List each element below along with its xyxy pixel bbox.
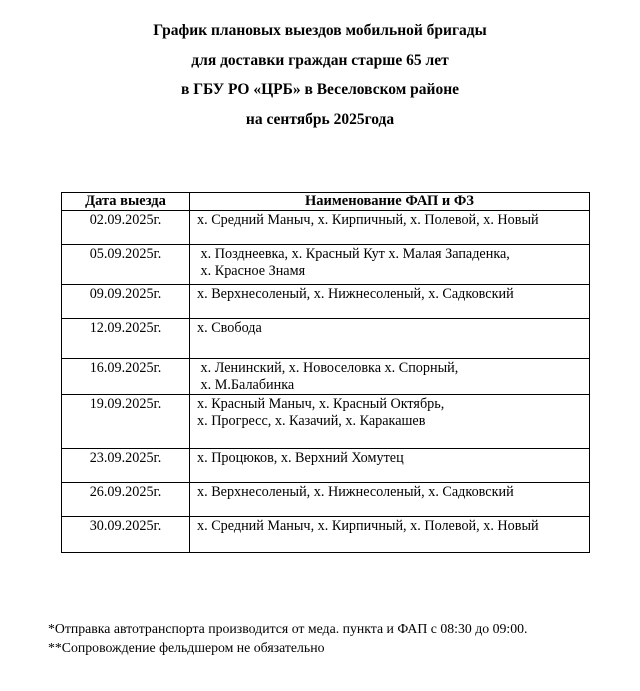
row-places: [190, 245, 590, 285]
title-line-3: в ГБУ РО «ЦРБ» в Веселовском районе: [180, 81, 460, 98]
footnotes: [48, 619, 528, 657]
row-places: [190, 285, 590, 319]
place-line: х. Свобода: [197, 320, 262, 336]
header-place: Наименование ФАП и ФЗ: [190, 193, 590, 211]
note-escort: **Сопровождение фельдшером не обязательно: [48, 640, 325, 655]
place-line: х. Ленинский, х. Новоселовка х. Спорный,: [197, 360, 459, 376]
row-date: 05.09.2025г.: [62, 245, 190, 285]
row-date: 12.09.2025г.: [62, 319, 190, 359]
place-line: х. Красный Маныч, х. Красный Октябрь,: [197, 396, 445, 412]
place-line: х. Верхнесоленый, х. Нижнесоленый, х. Садковский: [197, 484, 514, 500]
place-line: х. Прогресс, х. Казачий, х. Каракашев: [197, 413, 426, 429]
place-line: х. Средний Маныч, х. Кирпичный, х. Полевой, х. Новый: [197, 518, 539, 534]
place-line: х. Процюков, х. Верхний Хомутец: [197, 450, 404, 466]
row-places: [190, 449, 590, 483]
place-line: х. Позднеевка, х. Красный Кут х. Малая Западенка,: [197, 246, 510, 262]
row-date: 09.09.2025г.: [62, 285, 190, 319]
place-line: х. М.Балабинка: [197, 377, 295, 393]
row-date: 19.09.2025г.: [62, 395, 190, 449]
note-transport: *Отправка автотранспорта производится от меда. пункта и ФАП с 08:30 до 09:00.: [48, 621, 528, 636]
row-places: [190, 211, 590, 245]
row-date: 26.09.2025г.: [62, 483, 190, 517]
header-date: Дата выезда: [62, 193, 190, 211]
row-places: [190, 319, 590, 359]
row-date: 16.09.2025г.: [62, 359, 190, 395]
title-line-4: на сентябрь 2025года: [245, 110, 395, 128]
row-places: [190, 359, 590, 395]
place-line: х. Верхнесоленый, х. Нижнесоленый, х. Садковский: [197, 286, 514, 302]
table-row: [62, 211, 590, 245]
row-places: [190, 517, 590, 553]
place-line: х. Средний Маныч, х. Кирпичный, х. Полевой, х. Новый: [197, 212, 539, 228]
table-row: [62, 359, 590, 395]
row-date: 30.09.2025г.: [62, 517, 190, 553]
row-date: 23.09.2025г.: [62, 449, 190, 483]
row-date: 02.09.2025г.: [62, 211, 190, 245]
row-places: [190, 483, 590, 517]
title-line-2: для доставки граждан старше 65 лет: [191, 51, 449, 69]
table-header-row: [62, 193, 590, 211]
table-row: [62, 449, 590, 483]
document-title: [0, 20, 640, 138]
table-row: [62, 483, 590, 517]
place-line: х. Красное Знамя: [197, 263, 306, 279]
table-row: [62, 395, 590, 449]
schedule-table: [61, 192, 590, 553]
row-places: [190, 395, 590, 449]
table-row: [62, 285, 590, 319]
table-row: [62, 319, 590, 359]
title-line-1: График плановых выездов мобильной бригады: [153, 22, 487, 39]
table-row: [62, 245, 590, 285]
table-row: [62, 517, 590, 553]
